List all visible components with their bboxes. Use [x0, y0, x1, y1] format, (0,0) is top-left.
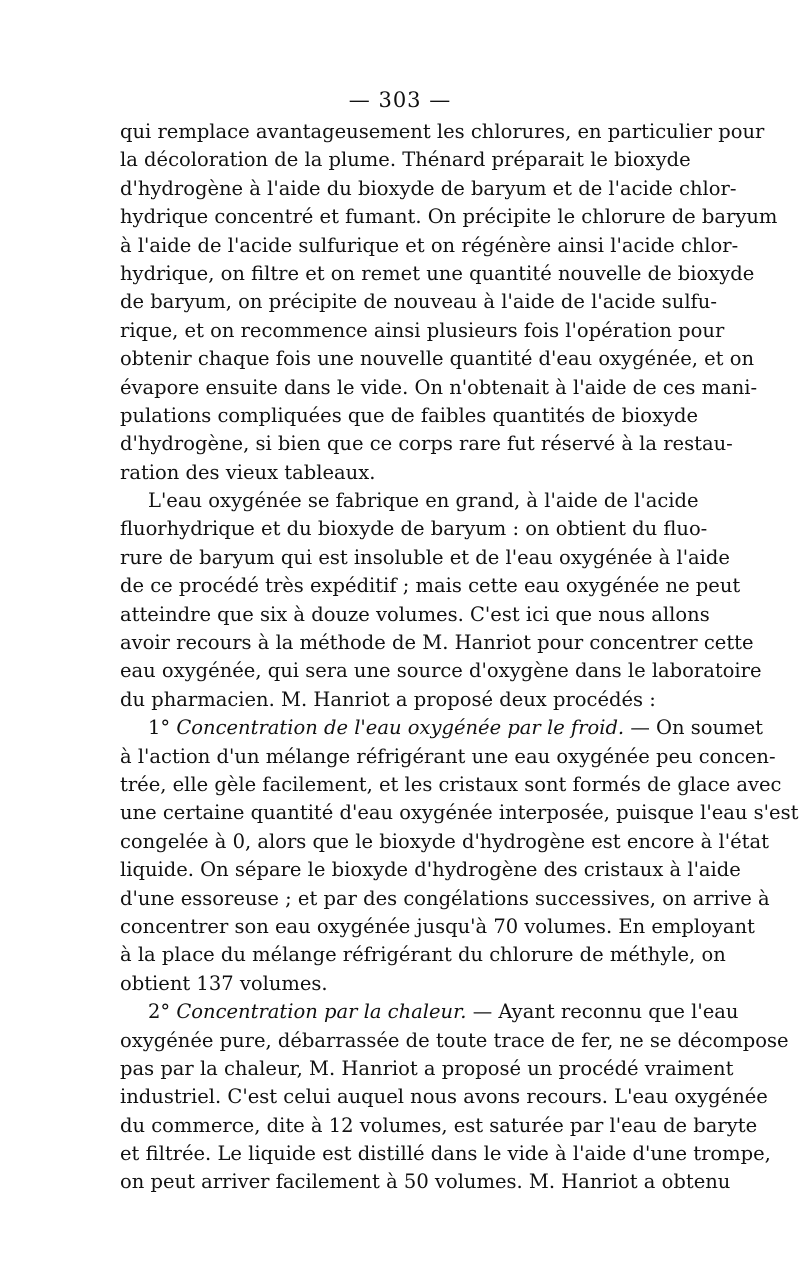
- text-line: d'une essoreuse ; et par des congélations successives, on arrive à: [120, 886, 770, 910]
- paragraph: [120, 118, 778, 487]
- text-line: de baryum, on précipite de nouveau à l'aide de l'acide sulfu-: [120, 290, 717, 314]
- text-line: obtient 137 volumes.: [120, 971, 328, 995]
- text-line: eau oxygénée, qui sera une source d'oxygène dans le laboratoire: [120, 659, 762, 683]
- text-fragment: — On soumet: [630, 716, 763, 740]
- text-line: industriel. C'est celui auquel nous avons recours. L'eau oxygénée: [120, 1085, 768, 1109]
- text-line: obtenir chaque fois une nouvelle quantité d'eau oxygénée, et on: [120, 347, 755, 371]
- body-text: [120, 118, 799, 1197]
- text-line: et filtrée. Le liquide est distillé dans le vide à l'aide d'une trompe,: [120, 1142, 771, 1166]
- text-line: évapore ensuite dans le vide. On n'obtenait à l'aide de ces mani-: [120, 375, 758, 399]
- text-fragment: — Ayant reconnu que l'eau: [472, 1000, 739, 1024]
- text-line: oxygénée pure, débarrassée de toute trace de fer, ne se décompose: [120, 1028, 789, 1052]
- text-line: congelée à 0, alors que le bioxyde d'hydrogène est encore à l'état: [120, 829, 769, 853]
- page-number: — 303 —: [348, 88, 452, 112]
- text-line: L'eau oxygénée se fabrique en grand, à l'aide de l'acide: [148, 489, 699, 513]
- section-number: 2°: [148, 1000, 171, 1024]
- text-line: atteindre que six à douze volumes. C'est ici que nous allons: [120, 602, 710, 626]
- text-line: une certaine quantité d'eau oxygénée interposée, puisque l'eau s'est: [120, 801, 799, 825]
- paragraph: [120, 998, 789, 1197]
- paragraph: [120, 487, 762, 714]
- text-line: rure de baryum qui est insoluble et de l'eau oxygénée à l'aide: [120, 545, 730, 569]
- text-line: on peut arriver facilement à 50 volumes. M. Hanriot a obtenu: [120, 1170, 731, 1194]
- text-line: rique, et on recommence ainsi plusieurs fois l'opération pour: [120, 318, 725, 342]
- section-title: Concentration de l'eau oxygénée par le froid.: [176, 716, 625, 740]
- text-line: du commerce, dite à 12 volumes, est saturée par l'eau de baryte: [120, 1113, 758, 1137]
- text-line: à l'action d'un mélange réfrigérant une eau oxygénée peu concen-: [120, 744, 776, 768]
- text-line: ration des vieux tableaux.: [120, 460, 376, 484]
- section-heading-line: [120, 714, 763, 742]
- text-line: du pharmacien. M. Hanriot a proposé deux procédés :: [120, 687, 656, 711]
- text-line: à l'aide de l'acide sulfurique et on régénère ainsi l'acide chlor-: [120, 233, 739, 257]
- text-line: avoir recours à la méthode de M. Hanriot pour concentrer cette: [120, 631, 754, 655]
- text-line: d'hydrogène à l'aide du bioxyde de baryum et de l'acide chlor-: [120, 176, 737, 200]
- text-line: de ce procédé très expéditif ; mais cette eau oxygénée ne peut: [120, 574, 741, 598]
- text-line: fluorhydrique et du bioxyde de baryum : on obtient du fluo-: [120, 517, 708, 541]
- text-line: d'hydrogène, si bien que ce corps rare fut réservé à la restau-: [120, 432, 733, 456]
- text-line: à la place du mélange réfrigérant du chlorure de méthyle, on: [120, 943, 726, 967]
- section-number: 1°: [148, 716, 171, 740]
- text-line: pulations compliquées que de faibles quantités de bioxyde: [120, 403, 699, 427]
- section-heading-line: [120, 998, 739, 1026]
- text-line: trée, elle gèle facilement, et les cristaux sont formés de glace avec: [120, 772, 782, 796]
- text-line: la décoloration de la plume. Thénard préparait le bioxyde: [120, 148, 691, 172]
- text-line: concentrer son eau oxygénée jusqu'à 70 volumes. En employant: [120, 914, 755, 938]
- text-line: hydrique, on filtre et on remet une quantité nouvelle de bioxyde: [120, 261, 755, 285]
- text-line: qui remplace avantageusement les chlorures, en particulier pour: [120, 120, 765, 143]
- section-title: Concentration par la chaleur.: [176, 1000, 467, 1024]
- text-line: pas par la chaleur, M. Hanriot a proposé un procédé vraiment: [120, 1056, 734, 1080]
- text-line: hydrique concentré et fumant. On précipite le chlorure de baryum: [120, 205, 778, 229]
- text-line: liquide. On sépare le bioxyde d'hydrogène des cristaux à l'aide: [120, 858, 741, 882]
- paragraph: [120, 714, 799, 998]
